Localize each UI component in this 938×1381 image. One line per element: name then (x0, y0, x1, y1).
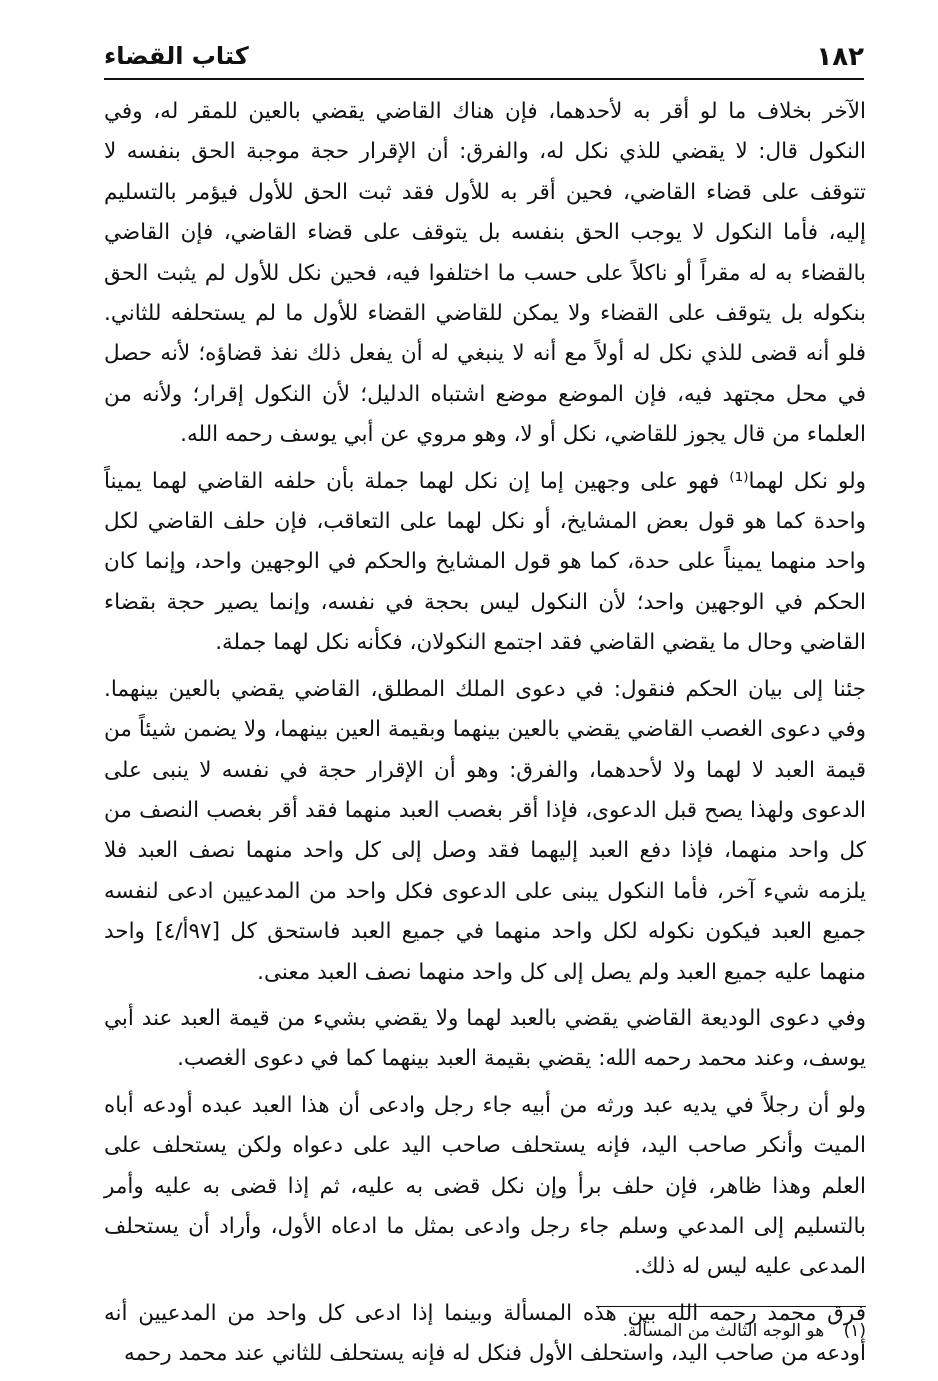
paragraph-3: جئنا إلى بيان الحكم فنقول: في دعوى الملك المطلق، القاضي يقضي بالعين بينهما. وفي دعوى الغصب القاضي يقضي بالعين بينهما وبقيمة العين بينهما، ولا يضمن شيئاً من قيمة العبد لا لهما ولا لأحدهما، والفرق: وهو أن الإقرار حجة في نفسه لا ينبى على الدعوى ولهذا يصح قبل الدعوى، فإذا أقر بغصب العبد منهما فقد أقر بغصب النصف من كل واحد منهما، فإذا دفع العبد إليهما فقد وصل إلى كل واحد منهما نصف العبد فلا يلزمه شيء آخر، فأما النكول يبنى على الدعوى فكل واحد من المدعيين ادعى لنفسه جميع العبد فيكون نكوله لكل واحد منهما في جميع العبد فاستحق كل [٩٧أ/٤] واحد منهما عليه جميع العبد ولم يصل إلى كل واحد منهما نصف العبد معنى. (104, 676, 867, 985)
page-number: ١٨٢ (816, 42, 864, 72)
footnote-number: (١) (843, 1321, 866, 1341)
body-text (104, 92, 866, 1381)
footnote-divider (596, 1306, 866, 1307)
paragraph-2: ولو نكل لهما⁽¹⁾ فهو على وجهين إما إن نكل لهما جملة بأن حلفه القاضي لهما يميناً واحدة كما هو قول بعض المشايخ، أو نكل لهما على التعاقب، فإن حلف القاضي لكل واحد منهما يميناً على حدة، كما هو قول المشايخ والحكم في الوجهين واحد، وإنما كان الحكم في الوجهين واحد؛ لأن النكول ليس بحجة في نفسه، وإنما يصير حجة بقضاء القاضي وحال ما يقضي القاضي فقد اجتمع النكولان، فكأنه نكل لهما جملة. (104, 468, 866, 656)
page-header (104, 38, 864, 80)
paragraph-6: فرق محمد رحمه الله بين هذه المسألة وبينما إذا ادعى كل واحد من المدعيين أنه أودعه من صاحب اليد، واستحلف الأول فنكل له فإنه يستحلف للثاني عند محمد رحمه (104, 1300, 866, 1367)
paragraph-4: وفي دعوى الوديعة القاضي يقضي بالعبد لهما ولا يقضي بشيء من قيمة العبد عند أبي يوسف، وعند محمد رحمه الله: يقضي بقيمة العبد بينهما كما في دعوى الغصب. (104, 1005, 866, 1072)
footnote-text: هو الوجه الثالث من المسألة. (622, 1321, 825, 1341)
footnote (366, 1318, 866, 1344)
paragraph-5: ولو أن رجلاً في يديه عبد ورثه من أبيه جاء رجل وادعى أن هذا العبد عبده أودعه أباه الميت وأنكر صاحب اليد، فإنه يستحلف صاحب اليد على دعواه ولكن يستحلف على العلم وهذا ظاهر، فإن حلف برأ وإن نكل قضى به عليه، ثم إذا قضى به عليه وأمر بالتسليم إلى المدعي وسلم جاء رجل وادعى بمثل ما ادعاه الأول، وأراد أن يستحلف المدعى عليه ليس له ذلك. (104, 1092, 866, 1280)
paragraph-1: الآخر بخلاف ما لو أقر به لأحدهما، فإن هناك القاضي يقضي بالعين للمقر له، وفي النكول قال: لا يقضي للذي نكل له، والفرق: أن الإقرار حجة موجبة الحق بنفسه لا تتوقف على قضاء القاضي، فحين أقر به للأول فقد ثبت الحق للأول فيؤمر بالتسليم إليه، فأما النكول لا يوجب الحق بنفسه بل يتوقف على قضاء القاضي، فإن القاضي بالقضاء به له مقراً أو ناكلاً على حسب ما اختلفوا فيه، فحين نكل للأول لم يثبت الحق بنكوله بل يتوقف على القضاء ولا يمكن للقاضي القضاء للأول ما لم يستحلفه للثاني. فلو أنه قضى للذي نكل له أولاً مع أنه لا ينبغي له أن يفعل ذلك نفذ قضاؤه؛ لأنه حصل في محل مجتهد فيه، فإن الموضع موضع اشتباه الدليل؛ لأن النكول إقرار؛ ولأنه من العلماء من قال يجوز للقاضي، نكل أو لا، وهو مروي عن أبي يوسف رحمه الله. (104, 99, 866, 448)
running-title: كتاب القضاء (104, 42, 249, 70)
